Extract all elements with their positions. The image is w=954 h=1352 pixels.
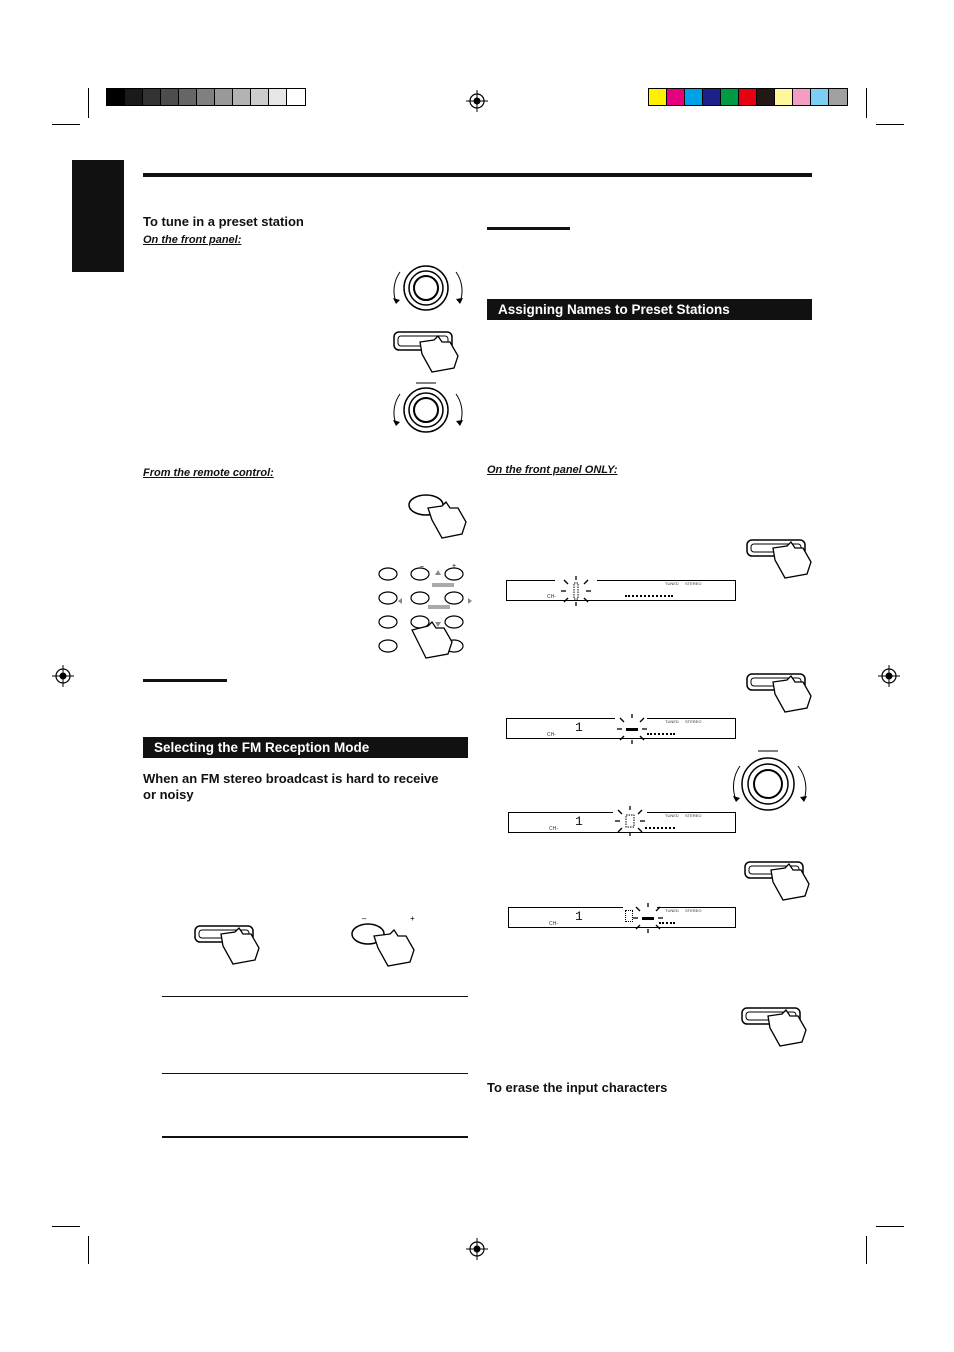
- channel-digit: 1: [575, 720, 583, 735]
- keypad-key: [445, 616, 463, 628]
- press-button-icon: [193, 922, 265, 972]
- color-swatch: [269, 89, 287, 105]
- display-panel: [506, 580, 736, 601]
- fm-reception-band: Selecting the FM Reception Mode: [143, 737, 468, 758]
- blinking-cursor-icon: [615, 806, 645, 836]
- press-button-icon: [740, 1004, 812, 1054]
- language-tab: [72, 160, 124, 272]
- channel-label: CH-: [549, 826, 558, 832]
- tuned-indicator: TUNED: [665, 908, 679, 913]
- press-button-icon: [392, 328, 464, 378]
- keypad-key: [379, 616, 397, 628]
- stereo-indicator: STEREO: [685, 908, 702, 913]
- color-swatch: [251, 89, 269, 105]
- registration-mark-icon: [52, 665, 74, 687]
- erase-heading: To erase the input characters: [487, 1080, 668, 1095]
- color-swatch: [757, 89, 775, 105]
- color-swatch: [721, 89, 739, 105]
- color-swatch: [793, 89, 811, 105]
- stereo-indicator: STEREO: [685, 581, 702, 586]
- keypad-key: [445, 592, 463, 604]
- keypad-key: [379, 568, 397, 580]
- channel-label: CH-: [547, 594, 556, 600]
- section-divider: [487, 227, 570, 230]
- display-panel: [508, 907, 736, 928]
- stereo-indicator: STEREO: [685, 813, 702, 818]
- crop-mark: [88, 1236, 89, 1264]
- display-panel: [508, 812, 736, 833]
- crop-mark: [52, 124, 80, 125]
- crop-mark: [52, 1226, 80, 1227]
- segment-placeholders: [647, 733, 675, 735]
- crop-mark: [876, 124, 904, 125]
- segment-placeholders: [645, 827, 675, 829]
- preset-tune-heading: To tune in a preset station: [143, 214, 304, 229]
- crop-mark: [876, 1226, 904, 1227]
- color-swatch: [197, 89, 215, 105]
- registration-mark-icon: [466, 90, 488, 112]
- assign-names-band: Assigning Names to Preset Stations: [487, 299, 812, 320]
- front-panel-only-subheading: On the front panel ONLY:: [487, 464, 618, 476]
- header-rule: [143, 173, 812, 177]
- keypad-key: [411, 592, 429, 604]
- color-swatch: [685, 89, 703, 105]
- remote-subheading: From the remote control:: [143, 467, 274, 479]
- color-swatch: [287, 89, 305, 105]
- table-rule: [162, 996, 468, 997]
- tuned-indicator: TUNED: [665, 813, 679, 818]
- button-plus-label: +: [410, 914, 415, 923]
- blinking-cursor-icon: [633, 903, 663, 933]
- channel-label: CH-: [549, 921, 558, 927]
- press-button-icon: [745, 536, 817, 586]
- color-swatch: [811, 89, 829, 105]
- segment-placeholders: [659, 922, 675, 924]
- entered-character: [625, 910, 633, 922]
- keypad-minus-label: –: [420, 563, 424, 570]
- tuned-indicator: TUNED: [665, 719, 679, 724]
- color-swatch: [125, 89, 143, 105]
- rotary-knob-icon: [390, 380, 470, 440]
- stereo-indicator: STEREO: [685, 719, 702, 724]
- color-swatch: [161, 89, 179, 105]
- blinking-cursor-icon: [561, 576, 591, 606]
- color-swatch: [143, 89, 161, 105]
- tuned-indicator: TUNED: [665, 581, 679, 586]
- front-panel-subheading: On the front panel:: [143, 234, 242, 246]
- color-swatch: [667, 89, 685, 105]
- keypad-plus-label: +: [452, 563, 457, 570]
- crop-mark: [866, 1236, 867, 1264]
- rotary-knob-icon: [730, 748, 812, 814]
- fm-hard-heading: When an FM stereo broadcast is hard to receive or noisy: [143, 771, 439, 802]
- press-button-icon: [743, 858, 815, 908]
- color-swatch: [215, 89, 233, 105]
- remote-keypad-icon: [372, 560, 472, 660]
- color-swatch: [107, 89, 125, 105]
- remote-button-press-icon: [350, 912, 426, 968]
- crop-mark: [866, 88, 867, 118]
- table-rule: [162, 1136, 468, 1138]
- table-rule: [162, 1073, 468, 1074]
- color-swatch: [649, 89, 667, 105]
- color-swatch: [703, 89, 721, 105]
- channel-label: CH-: [547, 732, 556, 738]
- display-panel: [506, 718, 736, 739]
- color-calibration-bar: [648, 88, 848, 106]
- color-swatch: [829, 89, 847, 105]
- channel-digit: 1: [575, 909, 583, 924]
- color-swatch: [233, 89, 251, 105]
- channel-digit: 1: [575, 814, 583, 829]
- blinking-cursor-icon: [617, 714, 647, 744]
- remote-button-press-icon: [406, 492, 470, 542]
- keypad-key: [379, 592, 397, 604]
- press-button-icon: [745, 670, 817, 720]
- registration-mark-icon: [466, 1238, 488, 1260]
- grayscale-calibration-bar: [106, 88, 306, 106]
- segment-placeholders: [625, 595, 673, 597]
- crop-mark: [88, 88, 89, 118]
- color-swatch: [739, 89, 757, 105]
- rotary-knob-icon: [390, 260, 470, 320]
- section-divider: [143, 679, 227, 682]
- registration-mark-icon: [878, 665, 900, 687]
- color-swatch: [179, 89, 197, 105]
- button-minus-label: –: [362, 914, 367, 923]
- color-swatch: [775, 89, 793, 105]
- keypad-key: [379, 640, 397, 652]
